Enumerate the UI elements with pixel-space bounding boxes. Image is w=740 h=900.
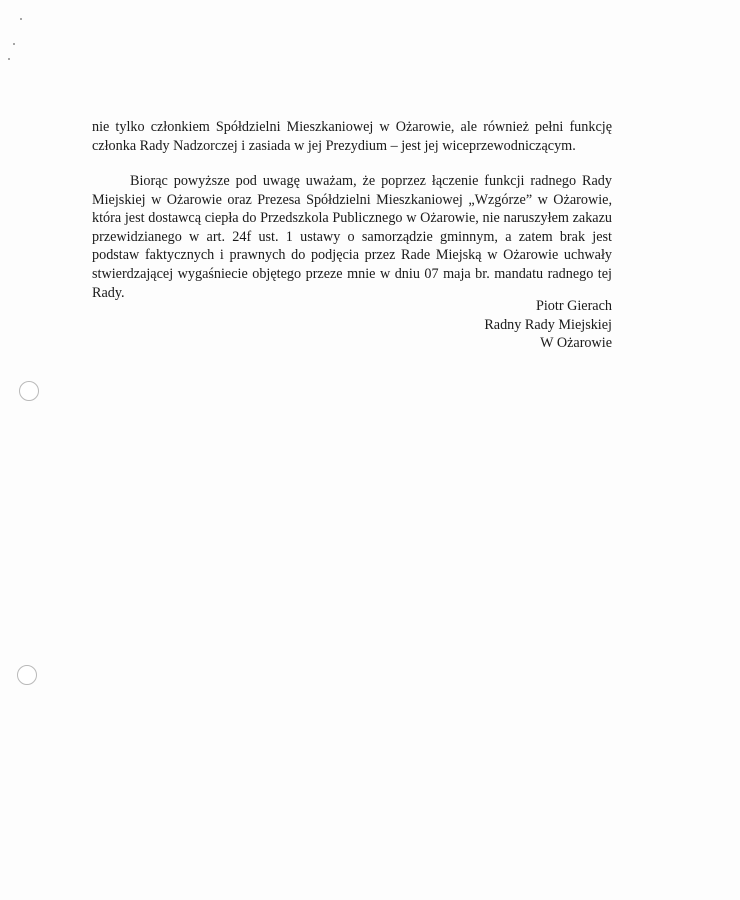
paragraph-text: nie tylko członkiem Spółdzielni Mieszkaniowej w Ożarowie, ale również pełni funkcję członka Rady Nadzorczej i zasiada w jej Prezydium – jest jej wiceprzewodniczącym.	[92, 119, 612, 154]
signature-name: Piotr Gierach	[535, 298, 612, 314]
punch-hole-lower	[17, 665, 37, 685]
signature-place: W Ożarowie	[540, 335, 612, 352]
scan-speck	[13, 43, 15, 45]
signature-title: Radny Rady Miejskiej	[484, 316, 612, 333]
letter-paragraph-1	[92, 118, 612, 155]
punch-hole-upper	[19, 381, 39, 401]
letter-paragraph-2	[92, 172, 612, 302]
signature-block	[484, 297, 612, 353]
scan-speck	[20, 18, 22, 20]
paragraph-text: Biorąc powyższe pod uwagę uważam, że poprzez łączenie funkcji radnego Rady Miejskiej w Ożarowie oraz Prezesa Spółdzielni Mieszkaniowej „Wzgórze” w Ożarowie, która jest dostawcą ciepła do Przedszkola Publicznego w Ożarowie, nie naruszyłem zakazu przewidzianego w art. 24f ust. 1 ustawy o samorządzie gminnym, a zatem brak jest podstaw faktycznych i prawnych do podjęcia przez Rade Miejską w Ożarowie uchwały stwierdzającej wygaśniecie objętego przeze mnie w dniu 07 maja br. mandatu radnego tej Rady.	[92, 173, 612, 301]
scan-speck	[8, 58, 10, 60]
